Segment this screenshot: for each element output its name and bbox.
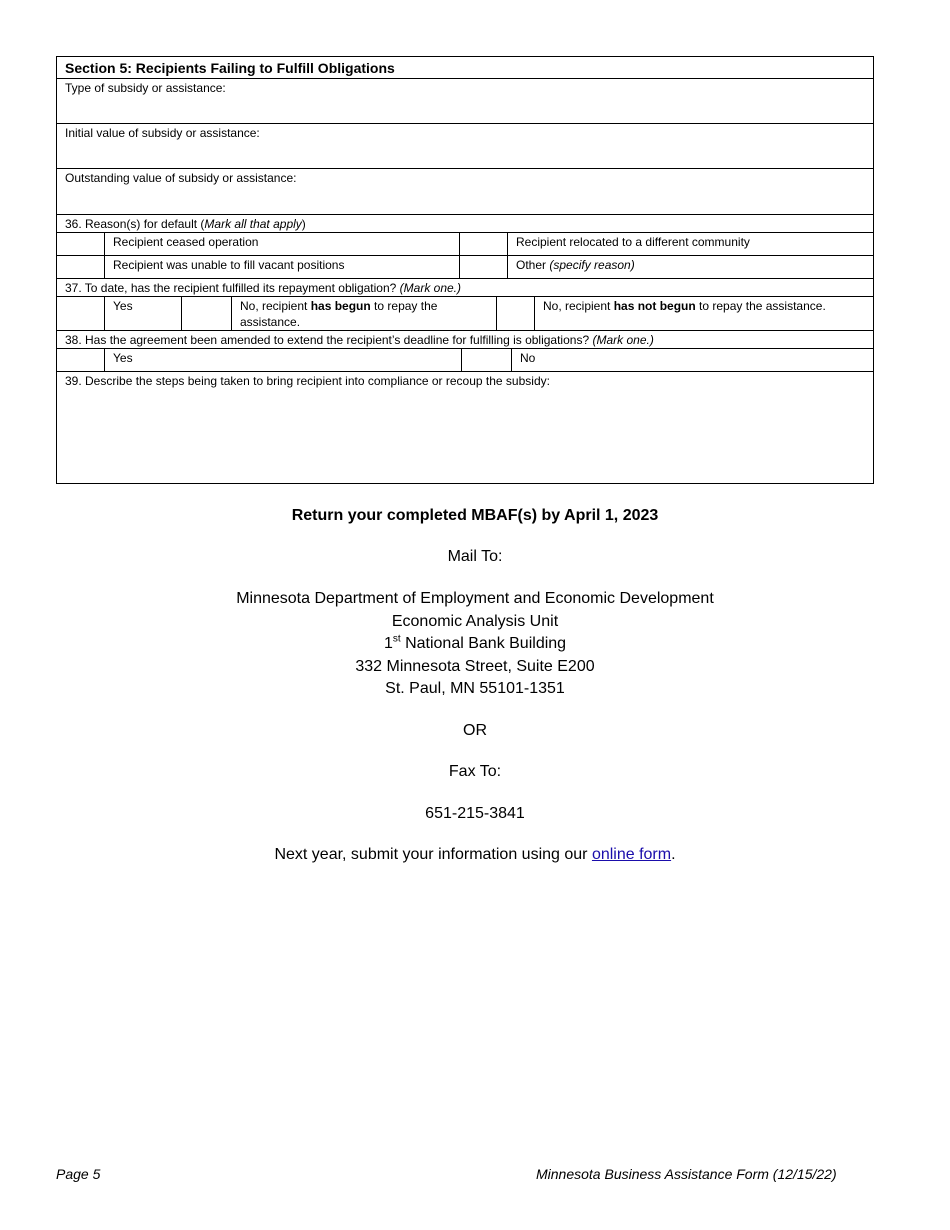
address-line-3: 1st National Bank Building xyxy=(383,633,567,652)
checkbox-amended-no[interactable] xyxy=(462,349,512,371)
page-number: Page 5 xyxy=(56,1166,101,1182)
option-other-reason[interactable]: Other (specify reason) xyxy=(516,258,635,272)
checkbox-amended-yes[interactable] xyxy=(57,349,105,371)
section5-form xyxy=(56,56,874,484)
next-year-note: Next year, submit your information using our online form. xyxy=(274,846,676,863)
option-amended-no: No xyxy=(520,351,536,365)
q37-heading: 37. To date, has the recipient fulfilled its repayment obligation? (Mark one.) xyxy=(57,279,873,297)
option-relocated: Recipient relocated to a different community xyxy=(516,235,750,249)
type-of-subsidy-field[interactable] xyxy=(57,79,873,124)
checkbox-repaid-yes[interactable] xyxy=(57,297,105,330)
option-has-begun: No, recipient has begun to repay the assistance. xyxy=(232,297,497,330)
q37-options-row xyxy=(57,297,873,331)
initial-value-field[interactable] xyxy=(57,124,873,169)
option-has-not-begun: No, recipient has not begun to repay the assistance. xyxy=(543,299,826,313)
option-repaid-yes: Yes xyxy=(105,297,182,330)
q38-options-row xyxy=(57,349,873,372)
outstanding-value-field[interactable] xyxy=(57,169,873,215)
option-unable-to-fill: Recipient was unable to fill vacant positions xyxy=(105,256,460,278)
checkbox-relocated[interactable] xyxy=(460,233,508,255)
outstanding-value-label: Outstanding value of subsidy or assistance: xyxy=(65,171,297,185)
section5-title: Section 5: Recipients Failing to Fulfill Obligations xyxy=(57,57,873,79)
type-of-subsidy-label: Type of subsidy or assistance: xyxy=(65,81,226,95)
mail-to-label: Mail To: xyxy=(447,548,503,565)
return-deadline: Return your completed MBAF(s) by April 1, 2023 xyxy=(291,507,659,524)
checkbox-has-begun[interactable] xyxy=(182,297,232,330)
initial-value-label: Initial value of subsidy or assistance: xyxy=(65,126,260,140)
form-name: Minnesota Business Assistance Form (12/15/22) xyxy=(536,1166,837,1182)
or-label: OR xyxy=(463,722,487,739)
address-line-4: 332 Minnesota Street, Suite E200 xyxy=(355,657,595,675)
q39-description-field[interactable] xyxy=(57,372,873,483)
address-line-1: Minnesota Department of Employment and Economic Development xyxy=(236,590,714,607)
address-line-5: St. Paul, MN 55101-1351 xyxy=(385,680,565,697)
option-ceased-operation: Recipient ceased operation xyxy=(105,233,460,255)
checkbox-ceased-operation[interactable] xyxy=(57,233,105,255)
online-form-link[interactable]: online form xyxy=(591,846,672,863)
mailing-address xyxy=(0,588,950,701)
q38-heading: 38. Has the agreement been amended to extend the recipient’s deadline for fulfilling is obligations? (Mark one.) xyxy=(57,331,873,349)
q39-label: 39. Describe the steps being taken to bring recipient into compliance or recoup the subsidy: xyxy=(65,374,550,388)
fax-to-label: Fax To: xyxy=(448,763,502,780)
address-line-2: Economic Analysis Unit xyxy=(391,612,559,630)
option-amended-yes: Yes xyxy=(105,349,462,371)
checkbox-unable-to-fill[interactable] xyxy=(57,256,105,278)
q36-heading: 36. Reason(s) for default (Mark all that apply) xyxy=(57,215,873,233)
q36-row-1 xyxy=(57,233,873,256)
q36-row-2 xyxy=(57,256,873,279)
checkbox-other-reason[interactable] xyxy=(460,256,508,278)
checkbox-has-not-begun[interactable] xyxy=(497,297,535,330)
fax-number: 651-215-3841 xyxy=(425,805,525,822)
